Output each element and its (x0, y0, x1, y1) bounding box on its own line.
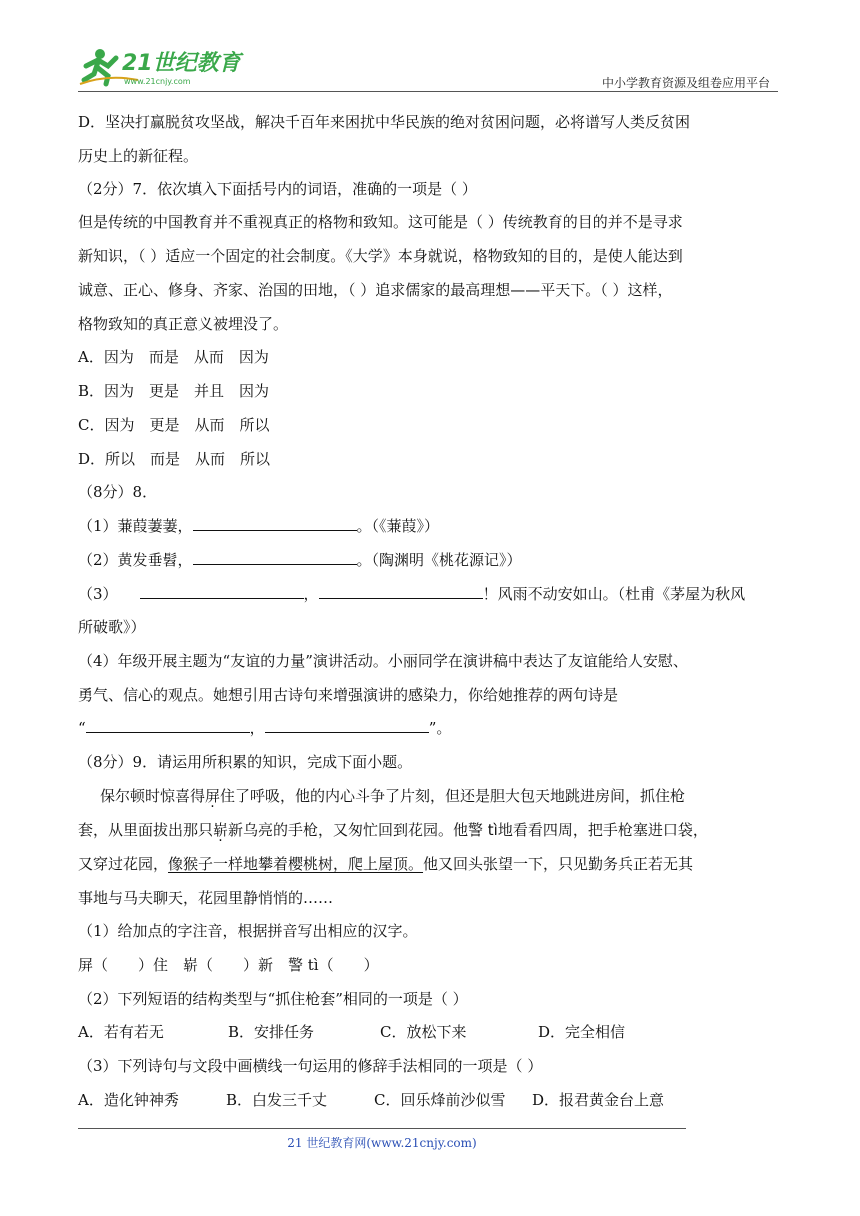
q8-part4-line1: （4）年级开展主题为“友谊的力量”演讲活动。小丽同学在演讲稿中表达了友谊能给人安慰、 (78, 652, 688, 670)
q8-part4-blank-1[interactable] (86, 718, 250, 733)
q9-sub3-options (78, 1090, 664, 1110)
underlined-sentence: 像猴子一样地攀着樱桃树，爬上屋顶。 (168, 855, 424, 873)
q8-part3-comma: ， (303, 585, 319, 603)
q8-part4-line2: 勇气、信心的观点。她想引用古诗句来增强演讲的感染力，你给她推荐的两句诗是 (78, 686, 619, 704)
q9-passage-text: 他又回头张望一下，只见勤务兵正若无其 (423, 855, 694, 873)
q7-passage-line: 格物致知的真正意义被埋没了。 (78, 315, 289, 333)
q9-sub1-items: 屏（ ）住 崭（ ）新 警 tì（ ） (78, 956, 379, 974)
q7-option-c: C．因为 更是 从而 所以 (78, 416, 270, 434)
q6-option-d-line1: D．坚决打赢脱贫攻坚战，解决千百年来困扰中华民族的绝对贫困问题，必将谱写人类反贫困 (78, 113, 691, 131)
dotted-char-ping: 屏 (205, 787, 221, 805)
q8-part3-prefix: （3） (78, 585, 118, 603)
q9-sub3: （3）下列诗句与文段中画横线一句运用的修辞手法相同的一项是（ ） (78, 1057, 543, 1075)
q8-part1-source: 。（《蒹葭》） (356, 517, 440, 535)
q8-part4-comma: ， (249, 719, 265, 737)
runner-logo-icon (78, 44, 248, 88)
q8-part4-open-quote: “ (78, 719, 86, 737)
q9-sub2-options (78, 1022, 647, 1042)
q9-passage-text: 新乌亮的手枪，又匆忙回到花园。他警 tì地看看四周，把手枪塞进口袋， (228, 821, 708, 839)
q7-passage-line: 但是传统的中国教育并不重视真正的格物和致知。这可能是（ ）传统教育的目的并不是寻求 (78, 213, 683, 231)
q9-passage-text: 住了呼吸，他的内心斗争了片刻，但还是胆大包天地跳进房间，抓住枪 (220, 787, 686, 805)
q8-part4-close-quote: ”。 (428, 719, 452, 737)
q8-part3-source: ！风雨不动安如山。（杜甫《茅屋为秋风 (482, 585, 746, 603)
q7-option-b: B．因为 更是 并且 因为 (78, 382, 270, 400)
platform-name: 中小学教育资源及组卷应用平台 (601, 76, 770, 90)
q9-passage-line (100, 786, 685, 806)
q9-sub3-option-c: C．回乐烽前沙似雪 (374, 1091, 506, 1109)
q8-stem: （8分）8． (78, 483, 158, 501)
q7-passage-line: 新知识，（ ）适应一个固定的社会制度。《大学》本身就说，格物致知的目的，是使人能达到 (78, 247, 683, 265)
q9-sub3-option-a: A．造化钟神秀 (78, 1091, 179, 1109)
q9-passage-text: 又穿过花园， (78, 855, 169, 873)
q9-sub2-option-d: D．完全相信 (538, 1023, 626, 1041)
header-divider (78, 91, 778, 92)
q8-part3 (78, 584, 745, 604)
footer-link[interactable]: 21 世纪教育网(www.21cnjy.com) (287, 1136, 477, 1150)
q8-part2 (78, 550, 522, 570)
q8-part1 (78, 516, 439, 536)
q8-part3-blank-2[interactable] (319, 584, 483, 599)
dotted-char-zhan: 崭 (213, 821, 229, 839)
q9-passage-line (78, 820, 708, 840)
q6-option-d-line2: 历史上的新征程。 (78, 147, 199, 165)
svg-text:www.21cnjy.com: www.21cnjy.com (124, 77, 191, 86)
q8-part4-answer (78, 718, 451, 738)
q8-part3-blank-1[interactable] (140, 584, 304, 599)
q7-passage-line: 诚意、正心、修身、齐家、治国的田地，（ ）追求儒家的最高理想——平天下。（ ）这样， (78, 281, 673, 299)
q9-passage-line: 事地与马夫聊天，花园里静悄悄的…… (78, 889, 334, 907)
q9-sub2-option-a: A．若有若无 (78, 1023, 164, 1041)
q7-stem: （2分）7．依次填入下面括号内的词语，准确的一项是（ ） (78, 180, 477, 198)
q8-part1-prefix: （1）蒹葭萋萋， (78, 517, 193, 535)
q8-part1-blank[interactable] (193, 516, 357, 531)
q9-passage-line (78, 854, 693, 874)
q8-part4-blank-2[interactable] (265, 718, 429, 733)
q9-stem: （8分）9．请运用所积累的知识，完成下面小题。 (78, 753, 413, 771)
q9-sub2-option-b: B．安排任务 (228, 1023, 315, 1041)
q8-part2-blank[interactable] (193, 550, 357, 565)
svg-text:21世纪教育: 21世纪教育 (122, 51, 241, 76)
q9-passage-text: 保尔顿时惊喜得 (100, 787, 206, 805)
q8-part2-prefix: （2）黄发垂髫， (78, 551, 193, 569)
q9-passage-text: 套，从里面拔出那只 (78, 821, 214, 839)
q9-sub3-option-b: B．白发三千丈 (226, 1091, 328, 1109)
q8-part2-source: 。（陶渊明《桃花源记》） (356, 551, 522, 569)
q9-sub1: （1）给加点的字注音，根据拼音写出相应的汉字。 (78, 922, 418, 940)
footer-divider (78, 1128, 686, 1129)
q7-option-a: A．因为 而是 从而 因为 (78, 348, 269, 366)
q7-option-d: D．所以 而是 从而 所以 (78, 450, 271, 468)
q8-part3-source-cont: 所破歌》） (78, 618, 146, 636)
site-logo (78, 44, 248, 88)
q9-sub3-option-d: D．报君黄金台上意 (532, 1091, 665, 1109)
q9-sub2: （2）下列短语的结构类型与“抓住枪套”相同的一项是（ ） (78, 990, 468, 1008)
q9-sub2-option-c: C．放松下来 (380, 1023, 467, 1041)
